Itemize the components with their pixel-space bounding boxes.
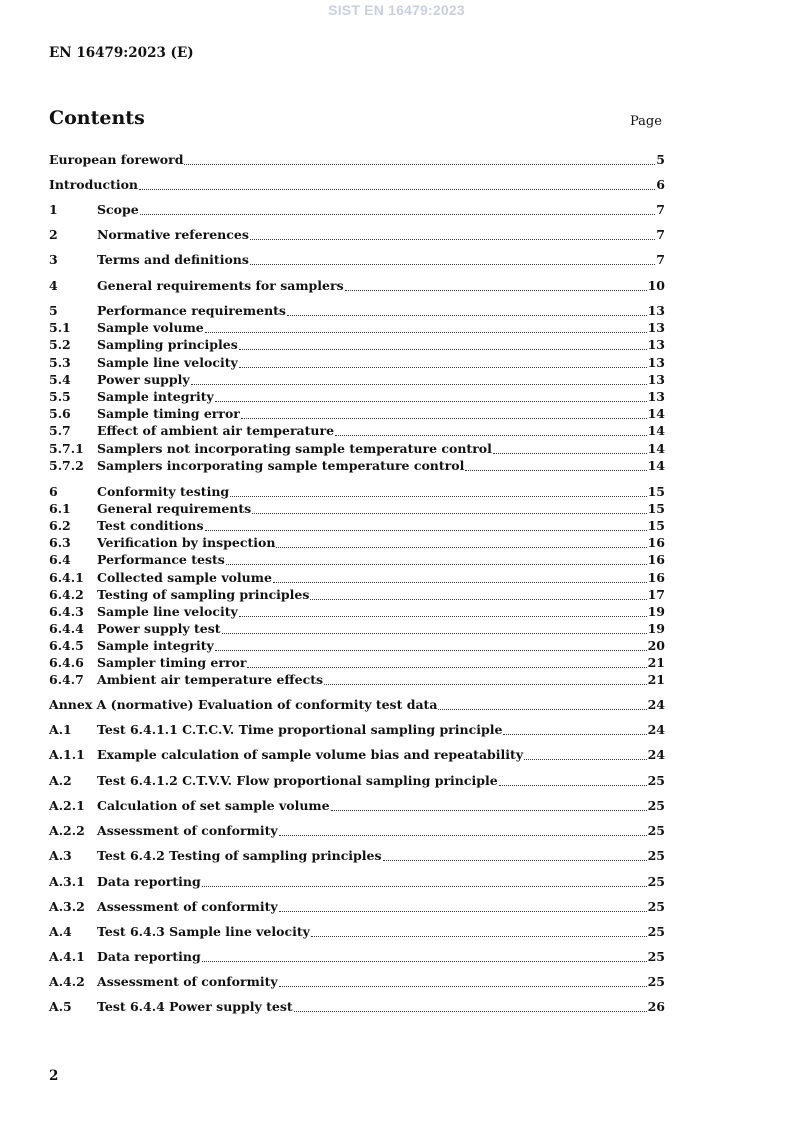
dot-leader — [493, 453, 647, 454]
toc-entry-number: 6.4.6 — [49, 655, 84, 670]
dot-leader — [222, 633, 647, 634]
toc-entry[interactable] — [49, 697, 665, 713]
toc-entry-number: A.2 — [49, 773, 72, 788]
toc-entry-page: 24 — [647, 697, 665, 712]
toc-entry[interactable] — [49, 672, 665, 688]
toc-entry-title: Terms and definitions — [97, 252, 249, 267]
toc-entry-page: 15 — [647, 501, 665, 516]
dot-leader — [383, 860, 647, 861]
toc-entry-page: 13 — [647, 303, 665, 318]
toc-entry[interactable] — [49, 638, 665, 654]
toc-entry[interactable] — [49, 355, 665, 371]
toc-entry-page: 21 — [647, 672, 665, 687]
toc-entry-title: Normative references — [97, 227, 249, 242]
toc-entry-title: Test conditions — [97, 518, 204, 533]
toc-entry-number: 5.5 — [49, 389, 71, 404]
toc-entry-page: 25 — [647, 899, 665, 914]
toc-entry-title: Data reporting — [97, 874, 201, 889]
dot-leader — [499, 785, 647, 786]
toc-entry-page: 17 — [647, 587, 665, 602]
dot-leader — [140, 214, 656, 215]
toc-entry-page: 6 — [656, 177, 665, 192]
toc-entry-title: Testing of sampling principles — [97, 587, 310, 602]
dot-leader — [273, 582, 647, 583]
toc-entry-number: 6.4 — [49, 552, 71, 567]
toc-entry-number: 5 — [49, 303, 58, 318]
toc-entry-number: A.2.2 — [49, 823, 85, 838]
toc-entry-number: 5.2 — [49, 337, 71, 352]
toc-entry-page: 26 — [647, 999, 665, 1014]
toc-entry-title: Data reporting — [97, 949, 201, 964]
toc-entry-number: 6.4.7 — [49, 672, 84, 687]
toc-entry[interactable] — [49, 441, 665, 457]
dot-leader — [239, 349, 647, 350]
toc-entry-number: 6.4.3 — [49, 604, 84, 619]
toc-entry[interactable] — [49, 587, 665, 603]
toc-entry-page: 24 — [647, 747, 665, 762]
dot-leader — [345, 290, 647, 291]
dot-leader — [310, 599, 646, 600]
contents-title: Contents — [49, 107, 145, 129]
dot-leader — [205, 332, 647, 333]
toc-entry[interactable] — [49, 747, 665, 763]
toc-entry-title: Collected sample volume — [97, 570, 272, 585]
dot-leader — [250, 264, 655, 265]
dot-leader — [215, 401, 647, 402]
toc-entry-number: 4 — [49, 278, 58, 293]
dot-leader — [239, 367, 647, 368]
dot-leader — [294, 1011, 647, 1012]
toc-entry-number: 6.3 — [49, 535, 71, 550]
toc-entry-page: 7 — [656, 252, 665, 267]
toc-entry-number: 5.4 — [49, 372, 71, 387]
toc-entry-title: Sample line velocity — [97, 604, 238, 619]
toc-entry-title: Assessment of conformity — [97, 974, 278, 989]
toc-entry-page: 19 — [647, 604, 665, 619]
toc-entry-title: General requirements for samplers — [97, 278, 344, 293]
dot-leader — [184, 164, 655, 165]
dot-leader — [438, 709, 646, 710]
toc-entry-number: 6.4.1 — [49, 570, 84, 585]
toc-entry-page: 5 — [656, 152, 665, 167]
toc-entry-page: 13 — [647, 355, 665, 370]
toc-entry-title: Introduction — [49, 177, 139, 192]
toc-entry-number: 5.7.2 — [49, 458, 84, 473]
toc-entry-page: 13 — [647, 320, 665, 335]
dot-leader — [215, 650, 647, 651]
toc-entry-page: 16 — [647, 535, 665, 550]
toc-entry-number: 1 — [49, 202, 58, 217]
document-id: EN 16479:2023 (E) — [49, 45, 194, 61]
toc-entry[interactable] — [49, 949, 665, 965]
toc-entry-title: Test 6.4.3 Sample line velocity — [97, 924, 310, 939]
dot-leader — [335, 435, 647, 436]
dot-leader — [202, 886, 647, 887]
dot-leader — [205, 530, 647, 531]
toc-entry-number: A.1.1 — [49, 747, 85, 762]
toc-entry-page: 16 — [647, 570, 665, 585]
toc-entry-number: 6.1 — [49, 501, 71, 516]
dot-leader — [241, 418, 647, 419]
toc-entry[interactable] — [49, 227, 665, 243]
toc-entry-number: A.5 — [49, 999, 72, 1014]
toc-entry-page: 25 — [647, 924, 665, 939]
toc-entry[interactable] — [49, 406, 665, 422]
toc-entry-number: 5.7 — [49, 423, 71, 438]
toc-entry-title: Verification by inspection — [97, 535, 276, 550]
toc-entry-number: A.3 — [49, 848, 72, 863]
toc-entry[interactable] — [49, 924, 665, 940]
toc-entry-page: 16 — [647, 552, 665, 567]
toc-entry-title: Power supply test — [97, 621, 221, 636]
toc-entry-title: Samplers incorporating sample temperature control — [97, 458, 465, 473]
toc-entry[interactable] — [49, 722, 665, 738]
toc-entry-page: 13 — [647, 389, 665, 404]
toc-entry-number: A.4 — [49, 924, 72, 939]
toc-entry-page: 15 — [647, 484, 665, 499]
toc-entry[interactable] — [49, 848, 665, 864]
toc-entry-page: 25 — [647, 798, 665, 813]
toc-entry-number: A.4.1 — [49, 949, 85, 964]
toc-entry-number: A.3.1 — [49, 874, 85, 889]
toc-entry[interactable] — [49, 202, 665, 218]
toc-entry-page: 13 — [647, 337, 665, 352]
toc-entry[interactable] — [49, 278, 665, 294]
toc-entry-page: 20 — [647, 638, 665, 653]
toc-entry-page: 25 — [647, 823, 665, 838]
toc-entry[interactable] — [49, 152, 665, 168]
toc-entry-title: Test 6.4.1.1 C.T.C.V. Time proportional sampling principle — [97, 722, 503, 737]
dot-leader — [311, 936, 647, 937]
toc-entry[interactable] — [49, 458, 665, 474]
toc-entry-number: 6.4.4 — [49, 621, 84, 636]
dot-leader — [250, 239, 655, 240]
dot-leader — [191, 384, 647, 385]
toc-entry-title: Calculation of set sample volume — [97, 798, 330, 813]
toc-entry-number: A.4.2 — [49, 974, 85, 989]
toc-entry[interactable] — [49, 552, 665, 568]
dot-leader — [247, 667, 646, 668]
toc-entry[interactable] — [49, 252, 665, 268]
toc-entry-title: Test 6.4.1.2 C.T.V.V. Flow proportional sampling principle — [97, 773, 498, 788]
toc-entry[interactable] — [49, 655, 665, 671]
dot-leader — [139, 189, 655, 190]
toc-entry-page: 14 — [647, 458, 665, 473]
toc-entry-page: 14 — [647, 423, 665, 438]
dot-leader — [465, 470, 646, 471]
toc-entry-number: A.3.2 — [49, 899, 85, 914]
toc-entry-number: 6.4.2 — [49, 587, 84, 602]
toc-entry-title: Power supply — [97, 372, 190, 387]
watermark: SIST EN 16479:2023 — [328, 2, 465, 18]
toc-entry-page: 24 — [647, 722, 665, 737]
toc-entry[interactable] — [49, 372, 665, 388]
toc-entry[interactable] — [49, 621, 665, 637]
toc-entry[interactable] — [49, 570, 665, 586]
toc-entry[interactable] — [49, 389, 665, 405]
toc-entry-title: Sample timing error — [97, 406, 240, 421]
toc-entry-page: 7 — [656, 227, 665, 242]
dot-leader — [524, 759, 647, 760]
toc-entry[interactable] — [49, 604, 665, 620]
toc-entry-page: 10 — [647, 278, 665, 293]
toc-entry-page: 7 — [656, 202, 665, 217]
toc-entry-number: 6.2 — [49, 518, 71, 533]
toc-entry[interactable] — [49, 337, 665, 353]
dot-leader — [230, 496, 646, 497]
toc-entry-page: 25 — [647, 949, 665, 964]
dot-leader — [287, 315, 647, 316]
toc-entry-title: Assessment of conformity — [97, 823, 278, 838]
toc-entry-number: A.1 — [49, 722, 72, 737]
toc-entry-title: Test 6.4.4 Power supply test — [97, 999, 293, 1014]
toc-entry-title: Performance requirements — [97, 303, 286, 318]
toc-entry[interactable] — [49, 303, 665, 319]
toc-entry-title: Ambient air temperature effects — [97, 672, 324, 687]
toc-entry[interactable] — [49, 501, 665, 517]
footer-page-number: 2 — [49, 1068, 59, 1084]
dot-leader — [239, 616, 647, 617]
toc-entry-title: Effect of ambient air temperature — [97, 423, 335, 438]
toc-entry-title: Scope — [97, 202, 139, 217]
dot-leader — [276, 547, 646, 548]
toc-entry-number: 5.3 — [49, 355, 71, 370]
toc-entry[interactable] — [49, 423, 665, 439]
page-column-label: Page — [630, 114, 662, 129]
toc-entry[interactable] — [49, 320, 665, 336]
dot-leader — [279, 986, 647, 987]
toc-entry-number: 2 — [49, 227, 58, 242]
toc-entry-page: 14 — [647, 406, 665, 421]
toc-entry[interactable] — [49, 874, 665, 890]
toc-entry-title: Assessment of conformity — [97, 899, 278, 914]
toc-entry-title: European foreword — [49, 152, 184, 167]
toc-entry-page: 21 — [647, 655, 665, 670]
toc-entry-title: Conformity testing — [97, 484, 230, 499]
toc-entry-page: 25 — [647, 773, 665, 788]
dot-leader — [226, 564, 647, 565]
toc-entry-number: 3 — [49, 252, 58, 267]
toc-entry-page: 14 — [647, 441, 665, 456]
toc-entry-number: 5.1 — [49, 320, 71, 335]
dot-leader — [324, 684, 647, 685]
toc-entry-title: Samplers not incorporating sample temperature control — [97, 441, 492, 456]
toc-entry-page: 19 — [647, 621, 665, 636]
dot-leader — [279, 835, 647, 836]
toc-entry-title: Performance tests — [97, 552, 225, 567]
toc-entry-page: 25 — [647, 874, 665, 889]
toc-entry-title: Test 6.4.2 Testing of sampling principles — [97, 848, 382, 863]
toc-entry-title: General requirements — [97, 501, 252, 516]
toc-entry[interactable] — [49, 823, 665, 839]
toc-entry[interactable] — [49, 177, 665, 193]
toc-entry[interactable] — [49, 899, 665, 915]
toc-entry[interactable] — [49, 484, 665, 500]
toc-entry-title: Sample integrity — [97, 389, 214, 404]
toc-entry-title: Sample integrity — [97, 638, 214, 653]
toc-entry-title: Sample volume — [97, 320, 204, 335]
toc-entry-page: 25 — [647, 974, 665, 989]
toc-entry[interactable] — [49, 773, 665, 789]
toc-entry-page: 25 — [647, 848, 665, 863]
dot-leader — [331, 810, 647, 811]
toc-entry-title: Example calculation of sample volume bias and repeatability — [97, 747, 524, 762]
toc-entry[interactable] — [49, 535, 665, 551]
toc-entry[interactable] — [49, 518, 665, 534]
toc-entry[interactable] — [49, 999, 665, 1015]
toc-entry[interactable] — [49, 974, 665, 990]
dot-leader — [202, 961, 647, 962]
toc-entry-number: A.2.1 — [49, 798, 85, 813]
dot-leader — [279, 911, 647, 912]
toc-entry-title: Sampler timing error — [97, 655, 247, 670]
toc-entry-title: Annex A (normative) Evaluation of conformity test data — [49, 697, 438, 712]
toc-entry-number: 5.6 — [49, 406, 71, 421]
toc-entry-title: Sample line velocity — [97, 355, 238, 370]
toc-entry-page: 15 — [647, 518, 665, 533]
toc-entry-page: 13 — [647, 372, 665, 387]
dot-leader — [252, 513, 646, 514]
toc-entry-number: 5.7.1 — [49, 441, 84, 456]
toc-entry-number: 6.4.5 — [49, 638, 84, 653]
toc-entry[interactable] — [49, 798, 665, 814]
toc-entry-number: 6 — [49, 484, 58, 499]
toc-entry-title: Sampling principles — [97, 337, 238, 352]
dot-leader — [503, 734, 646, 735]
